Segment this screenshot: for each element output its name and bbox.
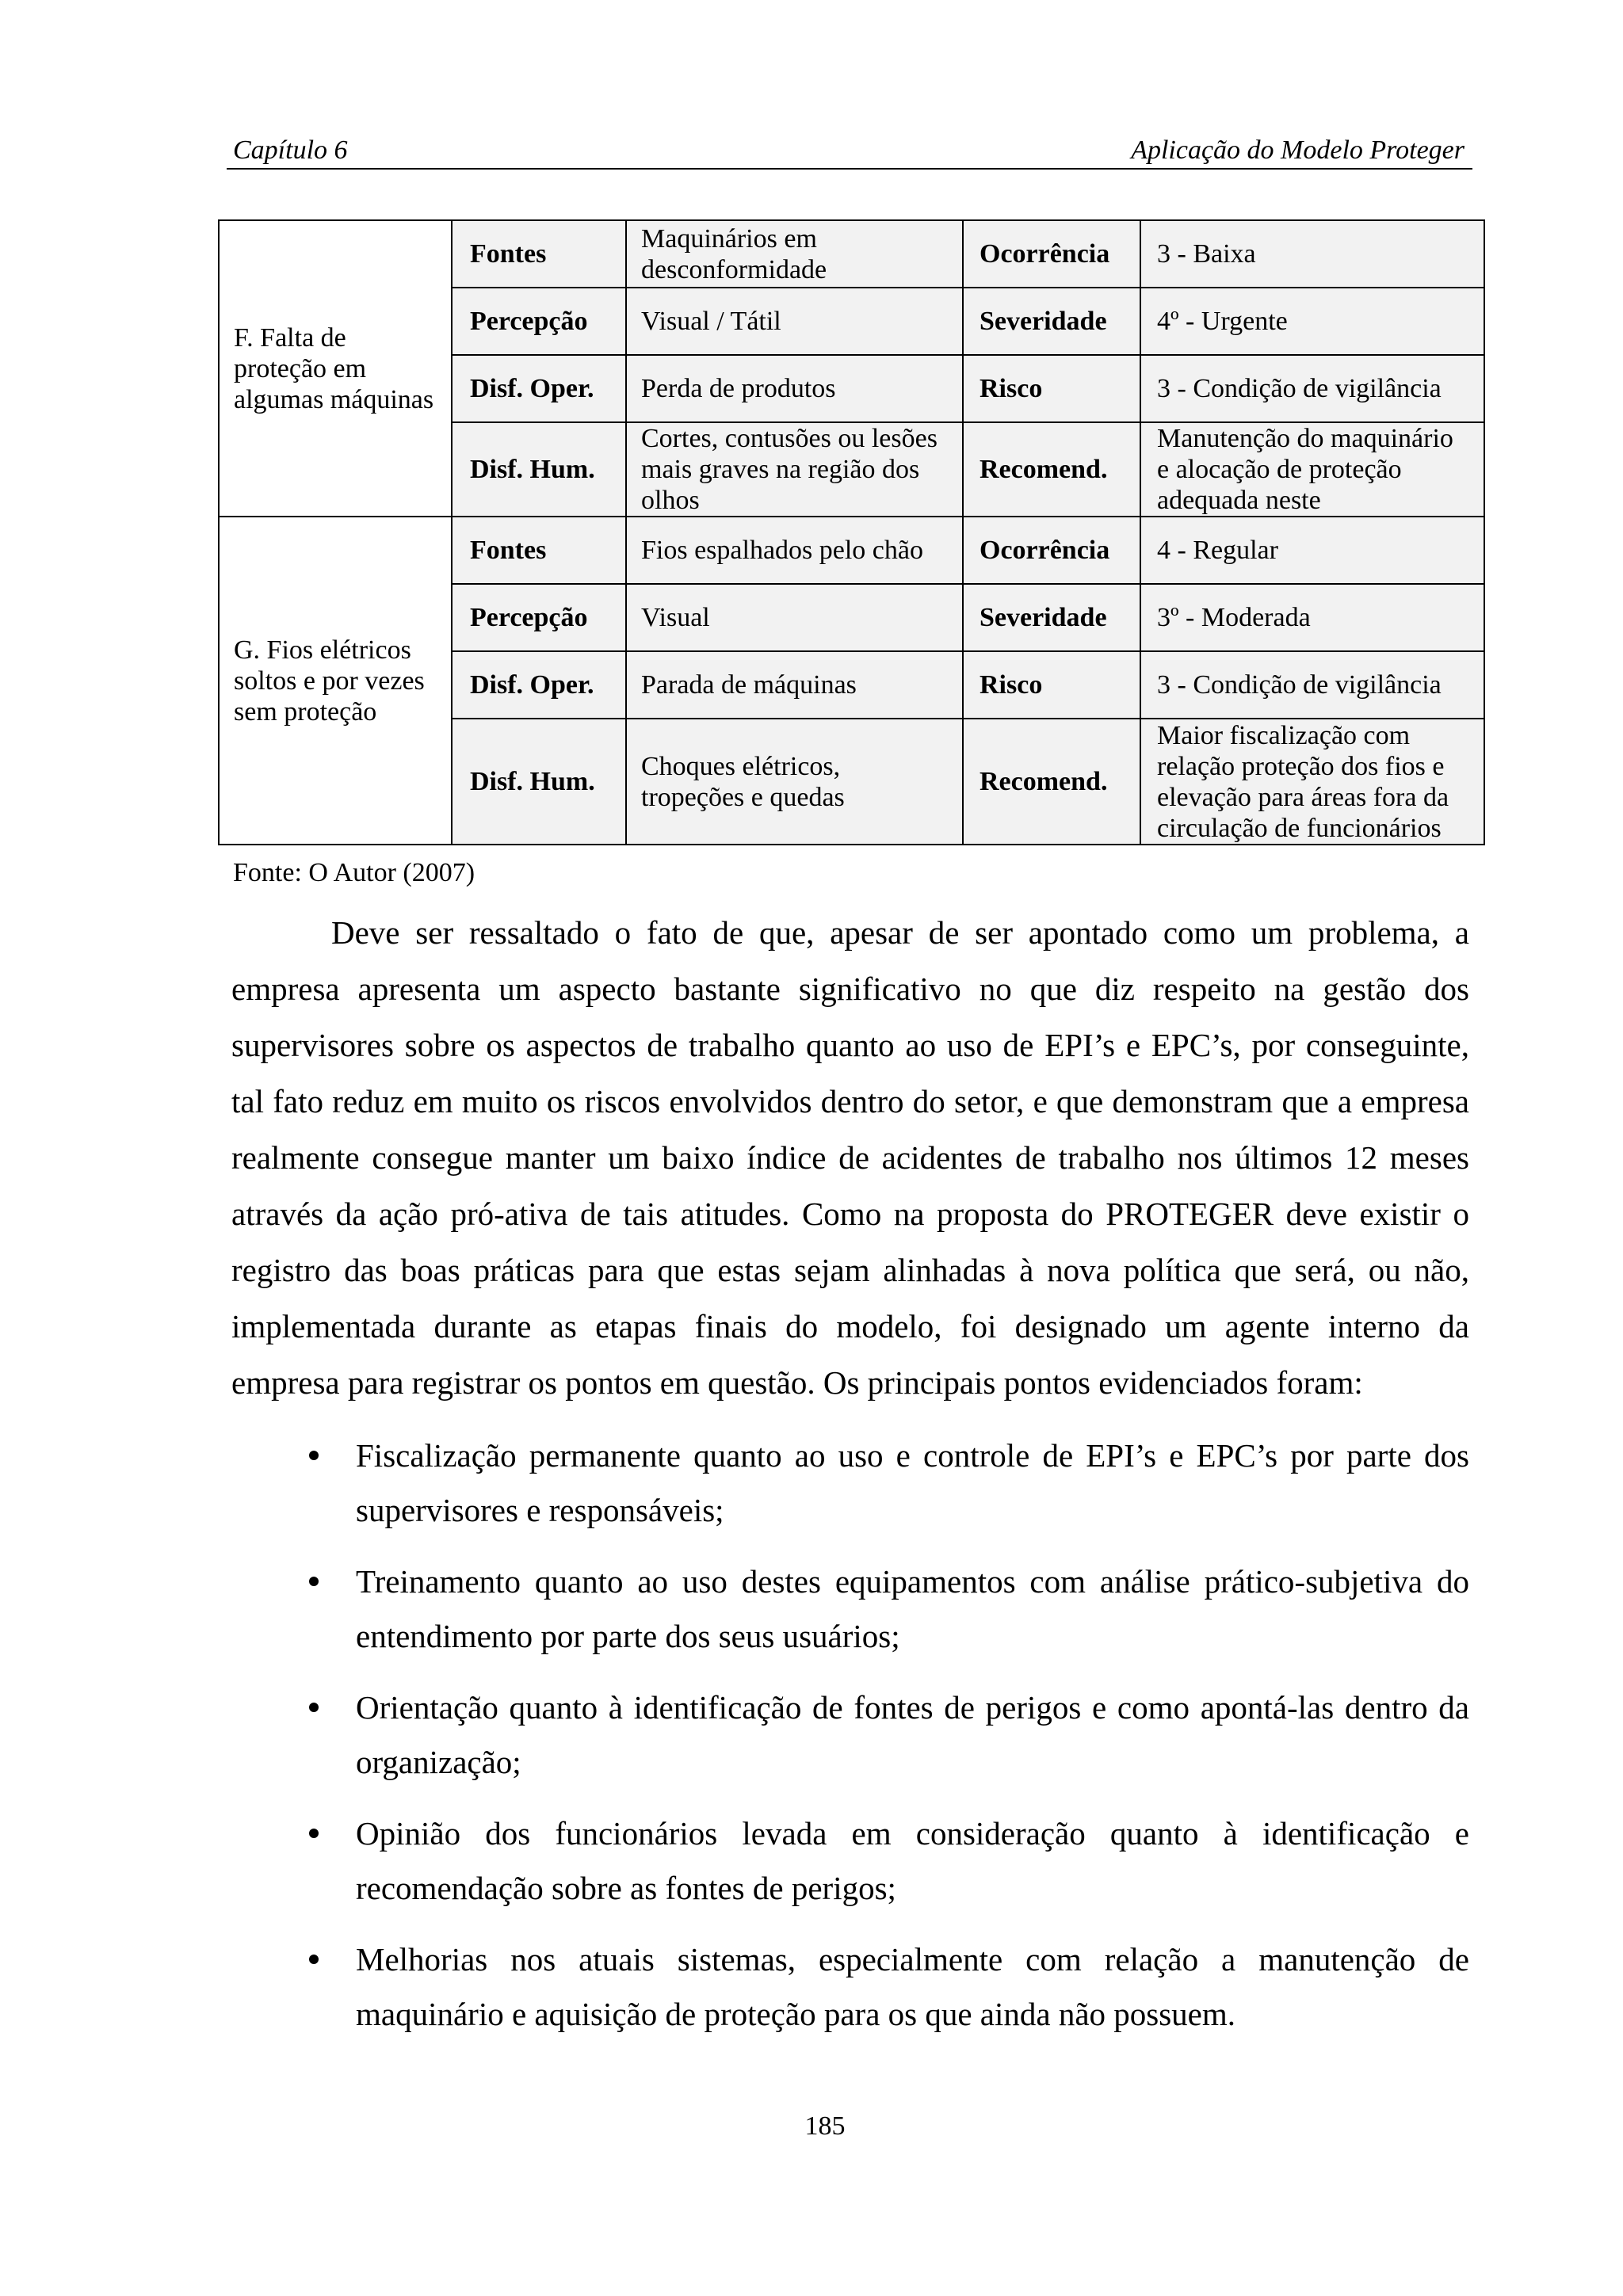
hazard-table xyxy=(218,219,1485,845)
criterion-rating: Manutenção do maquinário e alocação de proteção adequada neste xyxy=(1140,422,1484,517)
paragraph-line: tal fato reduz em muito os riscos envolvidos dentro do setor, e que demonstram que a empresa xyxy=(231,1083,1469,1119)
factor-description: Visual / Tátil xyxy=(626,288,963,355)
list-item xyxy=(356,1680,1469,1790)
list-item-line: recomendação sobre as fontes de perigos; xyxy=(356,1870,896,1906)
factor-description: Perda de produtos xyxy=(626,355,963,422)
factor-label: Fontes xyxy=(452,517,626,584)
list-item-line: maquinário e aquisição de proteção para os que ainda não possuem. xyxy=(356,1996,1236,2032)
list-item-line: supervisores e responsáveis; xyxy=(356,1492,724,1528)
criterion-label: Recomend. xyxy=(963,719,1140,845)
paragraph-line: Deve ser ressaltado o fato de que, apesar de ser apontado como um problema, a xyxy=(331,914,1469,951)
paragraph-line: através da ação pró-ativa de tais atitudes. Como na proposta do PROTEGER deve existir o xyxy=(231,1196,1469,1232)
factor-label: Percepção xyxy=(452,584,626,651)
factor-description: Maquinários em desconformidade xyxy=(626,220,963,288)
paragraph-line: empresa apresenta um aspecto bastante significativo no que diz respeito na gestão dos xyxy=(231,971,1469,1007)
list-item-line: Orientação quanto à identificação de fontes de perigos e como apontá-las dentro da xyxy=(356,1689,1469,1726)
criterion-rating: 3 - Condição de vigilância xyxy=(1140,355,1484,422)
factor-label: Disf. Oper. xyxy=(452,355,626,422)
section-title: Aplicação do Modelo Proteger xyxy=(1131,135,1465,165)
list-item-line: entendimento por parte dos seus usuários; xyxy=(356,1618,900,1654)
paragraph-line: implementada durante as etapas finais do modelo, foi designado um agente interno da xyxy=(231,1308,1469,1344)
table-row xyxy=(219,517,1484,584)
criterion-rating: 3º - Moderada xyxy=(1140,584,1484,651)
criterion-label: Risco xyxy=(963,651,1140,719)
table-row xyxy=(219,220,1484,288)
list-item-line: Opinião dos funcionários levada em consideração quanto à identificação e xyxy=(356,1815,1469,1852)
factor-label: Fontes xyxy=(452,220,626,288)
hazard-cell: G. Fios elétricos soltos e por vezes sem proteção xyxy=(219,517,452,845)
criterion-label: Ocorrência xyxy=(963,220,1140,288)
page-number: 185 xyxy=(804,2111,846,2141)
criterion-label: Severidade xyxy=(963,288,1140,355)
hazard-cell: F. Falta de proteção em algumas máquinas xyxy=(219,220,452,517)
list-item-line: organização; xyxy=(356,1744,521,1780)
criterion-label: Recomend. xyxy=(963,422,1140,517)
bullet-list xyxy=(356,1428,1469,2058)
criterion-label: Severidade xyxy=(963,584,1140,651)
page-header xyxy=(227,132,1472,170)
factor-description: Fios espalhados pelo chão xyxy=(626,517,963,584)
list-item xyxy=(356,1428,1469,1538)
criterion-rating: Maior fiscalização com relação proteção dos fios e elevação para áreas fora da circulação de funcionários xyxy=(1140,719,1484,845)
criterion-label: Ocorrência xyxy=(963,517,1140,584)
factor-label: Disf. Oper. xyxy=(452,651,626,719)
factor-description: Parada de máquinas xyxy=(626,651,963,719)
paragraph-line: registro das boas práticas para que estas sejam alinhadas à nova política que será, ou não, xyxy=(231,1252,1469,1288)
factor-label: Disf. Hum. xyxy=(452,422,626,517)
bullet-icon xyxy=(309,1955,319,1964)
criterion-rating: 4 - Regular xyxy=(1140,517,1484,584)
bullet-icon xyxy=(309,1451,319,1460)
criterion-rating: 4º - Urgente xyxy=(1140,288,1484,355)
factor-description: Choques elétricos, tropeções e quedas xyxy=(626,719,963,845)
paragraph-line: realmente consegue manter um baixo índice de acidentes de trabalho nos últimos 12 meses xyxy=(231,1139,1469,1176)
factor-label: Percepção xyxy=(452,288,626,355)
bullet-icon xyxy=(309,1703,319,1712)
factor-label: Disf. Hum. xyxy=(452,719,626,845)
list-item xyxy=(356,1554,1469,1664)
criterion-rating: 3 - Baixa xyxy=(1140,220,1484,288)
list-item-line: Melhorias nos atuais sistemas, especialmente com relação a manutenção de xyxy=(356,1941,1469,1978)
table-source-caption: Fonte: O Autor (2007) xyxy=(233,858,475,887)
chapter-label: Capítulo 6 xyxy=(233,135,348,165)
paragraph-line: supervisores sobre os aspectos de trabalho quanto ao uso de EPI’s e EPC’s, por conseguinte, xyxy=(231,1027,1469,1063)
list-item xyxy=(356,1932,1469,2042)
list-item xyxy=(356,1806,1469,1916)
list-item-line: Treinamento quanto ao uso destes equipamentos com análise prático-subjetiva do xyxy=(356,1563,1469,1600)
body-paragraph xyxy=(231,905,1469,1411)
criterion-label: Risco xyxy=(963,355,1140,422)
criterion-rating: 3 - Condição de vigilância xyxy=(1140,651,1484,719)
factor-description: Visual xyxy=(626,584,963,651)
paragraph-line: empresa para registrar os pontos em questão. Os principais pontos evidenciados foram: xyxy=(231,1364,1363,1401)
factor-description: Cortes, contusões ou lesões mais graves na região dos olhos xyxy=(626,422,963,517)
list-item-line: Fiscalização permanente quanto ao uso e controle de EPI’s e EPC’s por parte dos xyxy=(356,1437,1469,1474)
bullet-icon xyxy=(309,1577,319,1586)
bullet-icon xyxy=(309,1829,319,1838)
